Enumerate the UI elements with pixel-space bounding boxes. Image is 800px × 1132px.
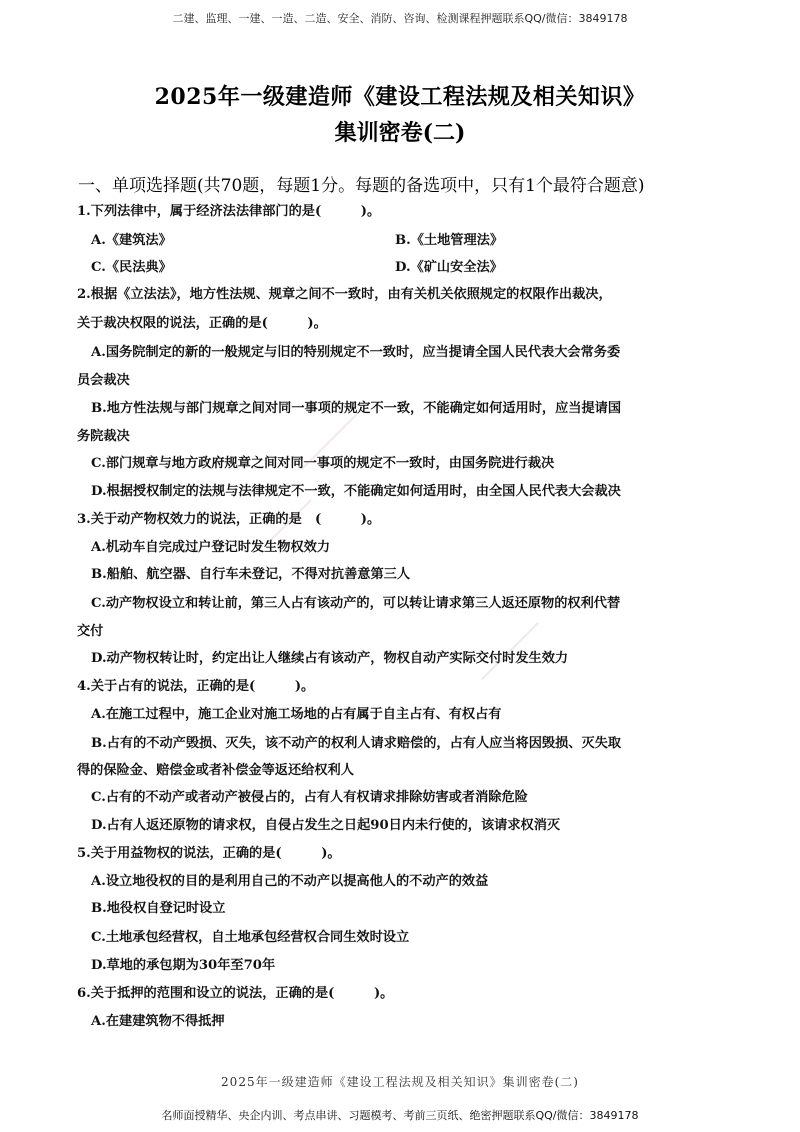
footer-document-title: 2025年一级建造师《建设工程法规及相关知识》集训密卷(二) [221, 1075, 579, 1089]
question-3-option-a: A.机动车自完成过户登记时发生物权效力 [91, 540, 331, 555]
question-5-option-b: B.地役权自登记时设立 [91, 901, 226, 916]
question-4-option-a: A.在施工过程中，施工企业对施工场地的占有属于自主占有、有权占有 [91, 707, 502, 722]
question-2-option-c: C.部门规章与地方政府规章之间对同一事项的规定不一致时，由国务院进行裁决 [91, 456, 555, 471]
question-4-option-d: D.占有人返还原物的请求权，自侵占发生之日起90日内未行使的，该请求权消灭 [91, 818, 561, 833]
question-3-option-d: D.动产物权转让时，约定出让人继续占有该动产，物权自动产实际交付时发生效力 [91, 651, 569, 666]
question-3-option-c-line-2: 交付 [77, 624, 104, 639]
question-2-option-b-line-2: 务院裁决 [77, 429, 130, 444]
question-5-stem: 5.关于用益物权的说法，正确的是( )。 [77, 846, 341, 861]
document-subtitle: 集训密卷(二) [334, 120, 466, 146]
question-6-option-a: A.在建建筑物不得抵押 [91, 1014, 225, 1029]
question-1-option-a: A.《建筑法》 [91, 233, 172, 248]
question-4-option-b-line-1: B.占有的不动产毁损、灭失，该不动产的权利人请求赔偿的，占有人应当将因毁损、灭失取 [91, 736, 622, 751]
question-3-option-b: B.船舶、航空器、自行车未登记，不得对抗善意第三人 [91, 567, 411, 582]
question-1-option-c: C.《民法典》 [91, 260, 172, 275]
question-5-option-d: D.草地的承包期为30年至70年 [91, 958, 276, 973]
header-contact-line: 二建、监理、一建、一造、二造、安全、消防、咨询、检测课程押题联系QQ/微信：3849178 [172, 12, 628, 25]
question-1-stem: 1.下列法律中，属于经济法法律部门的是( )。 [77, 204, 381, 219]
footer-contact-line: 名师面授精华、央企内训、考点串讲、习题模考、考前三页纸、绝密押题联系QQ/微信：3849178 [161, 1109, 639, 1122]
question-2-option-a-line-2: 员会裁决 [77, 373, 130, 388]
question-2-option-d: D.根据授权制定的法规与法律规定不一致，不能确定如何适用时，由全国人民代表大会裁决 [91, 484, 621, 499]
section-heading: 一、单项选择题(共70题，每题1分。每题的备选项中，只有1个最符合题意) [78, 176, 645, 196]
question-1-option-b: B.《土地管理法》 [395, 233, 504, 248]
question-6-stem: 6.关于抵押的范围和设立的说法，正确的是( )。 [77, 986, 394, 1001]
question-3-option-c-line-1: C.动产物权设立和转让前，第三人占有该动产的，可以转让请求第三人返还原物的权利代替 [91, 596, 621, 611]
question-3-stem: 3.关于动产物权效力的说法，正确的是 ( )。 [77, 512, 381, 527]
question-4-option-c: C.占有的不动产或者动产被侵占的，占有人有权请求排除妨害或者消除危险 [91, 790, 528, 805]
question-4-option-b-line-2: 得的保险金、赔偿金或者补偿金等返还给权利人 [77, 763, 354, 778]
question-2-option-a-line-1: A.国务院制定的新的一般规定与旧的特别规定不一致时，应当提请全国人民代表大会常务委 [91, 345, 621, 360]
question-2-option-b-line-1: B.地方性法规与部门规章之间对同一事项的规定不一致，不能确定如何适用时，应当提请国 [91, 401, 622, 416]
question-2-stem-line-2: 关于裁决权限的说法，正确的是( )。 [77, 316, 327, 331]
question-5-option-a: A.设立地役权的目的是利用自己的不动产以提高他人的不动产的效益 [91, 874, 489, 889]
question-2-stem-line-1: 2.根据《立法法》，地方性法规、规章之间不一致时，由有关机关依照规定的权限作出裁决， [77, 287, 612, 302]
question-5-option-c: C.土地承包经营权，自土地承包经营权合同生效时设立 [91, 930, 410, 945]
question-4-stem: 4.关于占有的说法，正确的是( )。 [77, 679, 315, 694]
question-1-option-d: D.《矿山安全法》 [395, 260, 503, 275]
document-title: 2025年一级建造师《建设工程法规及相关知识》 [154, 84, 646, 110]
